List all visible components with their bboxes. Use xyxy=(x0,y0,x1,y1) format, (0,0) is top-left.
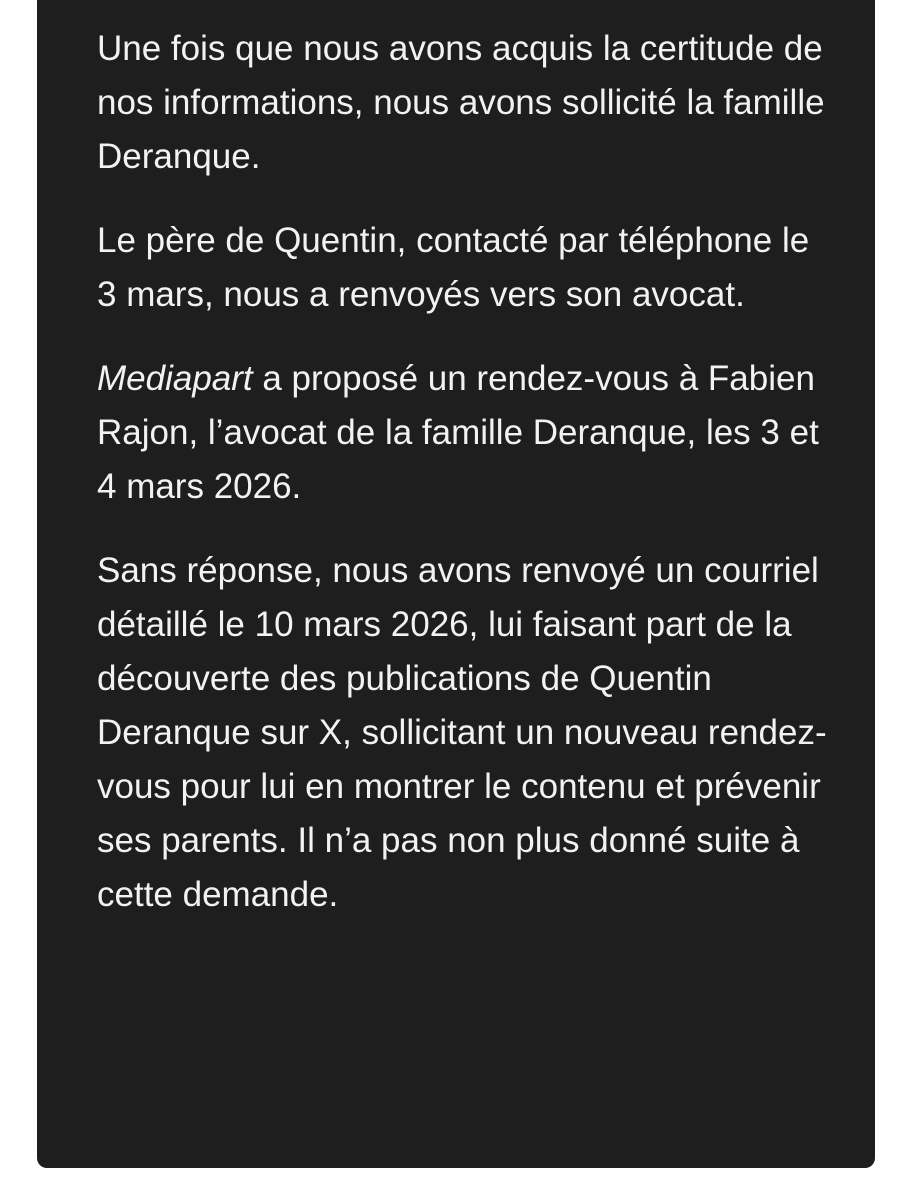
article-paragraph-2 xyxy=(97,214,835,322)
publication-name: Mediapart xyxy=(97,359,253,398)
article-text-panel xyxy=(37,0,875,1168)
paragraph-text: Sans réponse, nous avons renvoyé un courriel détaillé le 10 mars 2026, lui faisant part de la découverte des publications de Quentin Deranque sur X, sollicitant un nouveau rendez-vous pour lui en montrer le contenu et prévenir ses parents. Il n’a pas non plus donné suite à cette demande. xyxy=(97,551,827,914)
paragraph-text: Le père de Quentin, contacté par téléphone le 3 mars, nous a renvoyés vers son avocat. xyxy=(97,221,810,314)
paragraph-text: a proposé un rendez-vous à Fabien Rajon, l’avocat de la famille Deranque, les 3 et 4 mars 2026. xyxy=(97,359,819,506)
article-paragraph-1 xyxy=(97,22,835,184)
article-paragraph-3 xyxy=(97,352,835,514)
paragraph-text: Une fois que nous avons acquis la certitude de nos informations, nous avons sollicité la famille Deranque. xyxy=(97,29,825,176)
article-paragraph-4 xyxy=(97,544,835,922)
